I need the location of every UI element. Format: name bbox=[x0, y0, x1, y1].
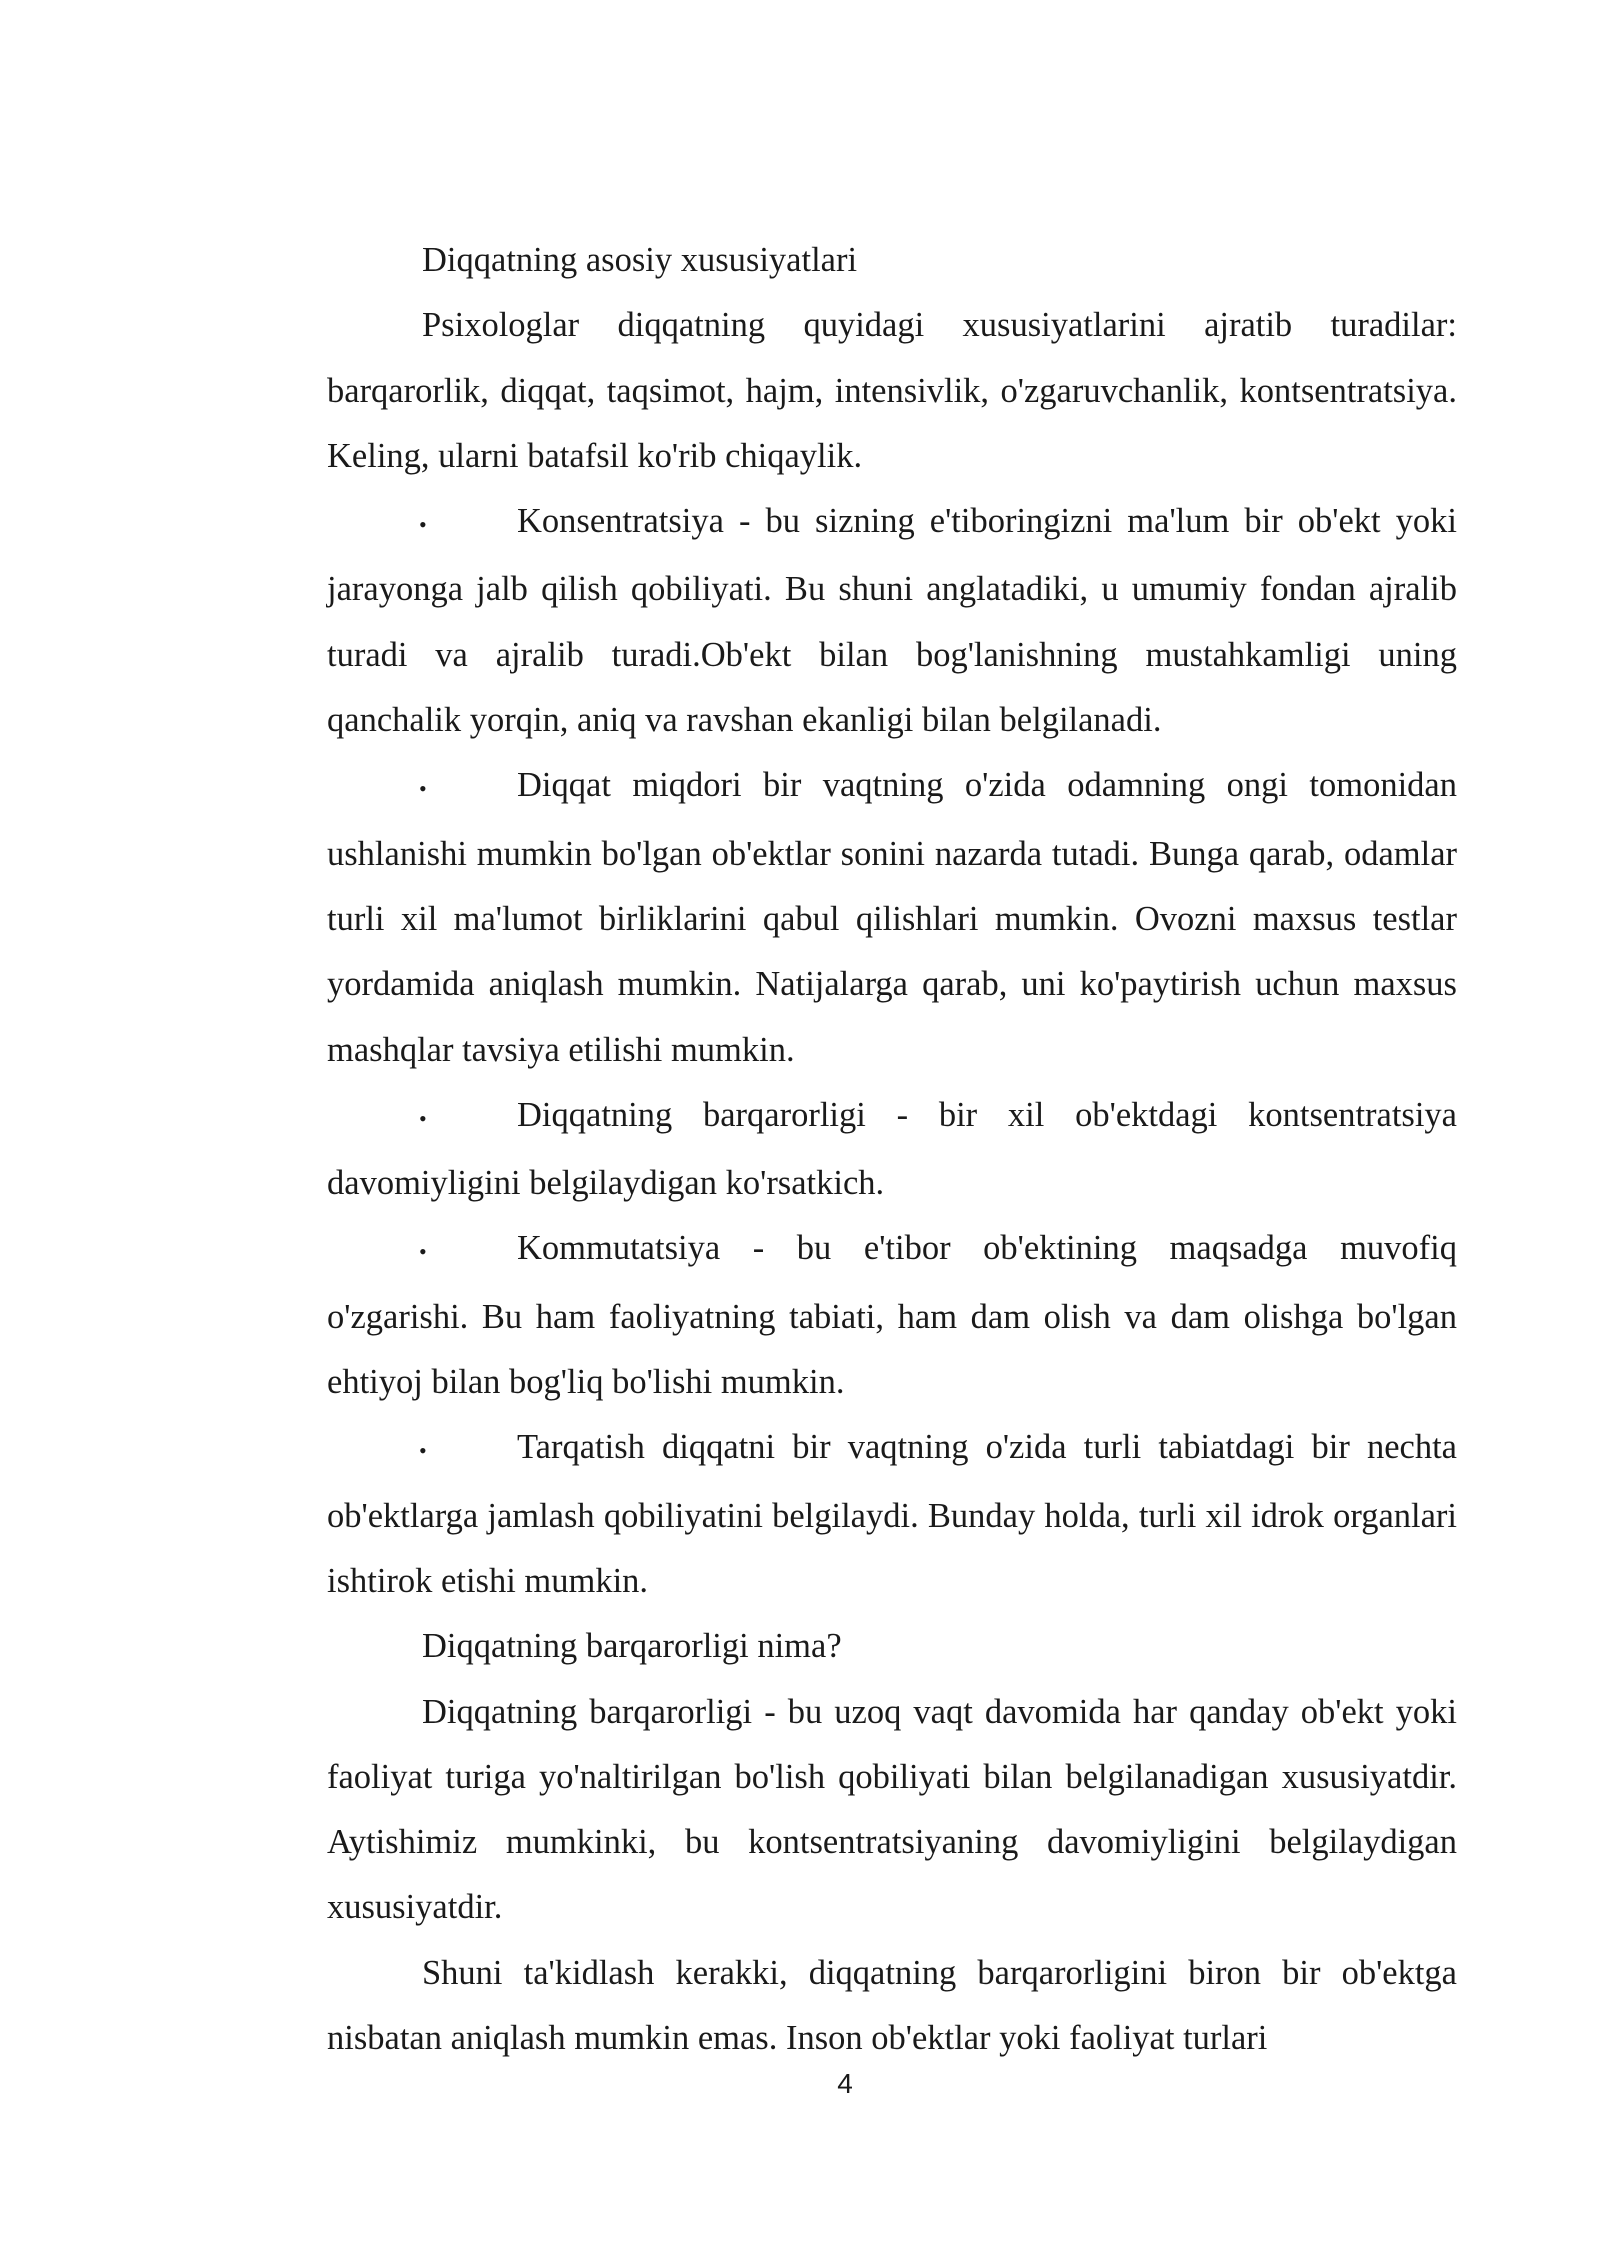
page-body bbox=[327, 228, 1457, 2071]
bullet-icon: • bbox=[419, 1239, 427, 1265]
bullet-text: Konsentratsiya - bu sizning e'tiboringizni ma'lum bir ob'ekt yoki jarayonga jalb qilish qobiliyati. Bu shuni anglatadiki, u umumiy fondan ajralib turadi va ajralib turadi.Ob'ekt bilan bog'lanishning mustahkamligi uning qanchalik yorqin, aniq va ravshan ekanligi bilan belgilanadi. bbox=[327, 502, 1457, 740]
page-number: 4 bbox=[837, 2068, 853, 2099]
note-paragraph: Shuni ta'kidlash kerakki, diqqatning barqarorligini biron bir ob'ektga nisbatan aniqlash mumkin emas. Inson ob'ektlar yoki faoliyat turlari bbox=[327, 1953, 1457, 2058]
bullet-item-volume bbox=[327, 753, 1457, 1082]
subheading: Diqqatning barqarorligi nima? bbox=[422, 1627, 842, 1666]
bullet-item-concentration bbox=[327, 489, 1457, 753]
bullet-item-stability bbox=[327, 1083, 1457, 1217]
bullet-icon: • bbox=[419, 776, 427, 802]
bullet-text: Diqqatning barqarorligi - bir xil ob'ektdagi kontsentratsiya davomiyligini belgilaydigan ko'rsatkich. bbox=[327, 1095, 1457, 1203]
bullet-icon: • bbox=[419, 1105, 427, 1131]
bullet-icon: • bbox=[419, 1438, 427, 1464]
bullet-text: Tarqatish diqqatni bir vaqtning o'zida turli tabiatdagi bir nechta ob'ektlarga jamlash qobiliyatini belgilaydi. Bunday holda, turli xil idrok organlari ishtirok etishi mumkin. bbox=[327, 1428, 1457, 1600]
intro-paragraph: Psixologlar diqqatning quyidagi xususiyatlarini ajratib turadilar: barqarorlik, diqqat, taqsimot, hajm, intensivlik, o'zgaruvchanlik, kontsentratsiya. Keling, ularni batafsil ko'rib chiqaylik. bbox=[327, 306, 1457, 475]
bullet-item-distribution bbox=[327, 1415, 1457, 1614]
bullet-icon: • bbox=[419, 512, 427, 538]
section-heading: Diqqatning asosiy xususiyatlari bbox=[422, 241, 858, 279]
bullet-text: Kommutatsiya - bu e'tibor ob'ektining maqsadga muvofiq o'zgarishi. Bu ham faoliyatning tabiati, ham dam olish va dam olishga bo'lgan ehtiyoj bilan bog'liq bo'lishi mumkin. bbox=[327, 1229, 1457, 1402]
bullet-item-switching bbox=[327, 1216, 1457, 1415]
bullet-text: Diqqat miqdori bir vaqtning o'zida odamning ongi tomonidan ushlanishi mumkin bo'lgan ob'ektlar sonini nazarda tutadi. Bunga qarab, odamlar turli xil ma'lumot birliklarini qabul qilishlari mumkin. Ovozni maxsus testlar yordamida aniqlash mumkin. Natijalarga qarab, uni ko'paytirish uchun maxsus mashqlar tavsiya etilishi mumkin. bbox=[327, 766, 1457, 1069]
definition-paragraph: Diqqatning barqarorligi - bu uzoq vaqt davomida har qanday ob'ekt yoki faoliyat turiga yo'naltirilgan bo'lish qobiliyati bilan belgilanadigan xususiyatdir. Aytishimiz mumkinki, bu kontsentratsiyaning davomiyligini belgilaydigan xususiyatdir. bbox=[327, 1692, 1457, 1927]
